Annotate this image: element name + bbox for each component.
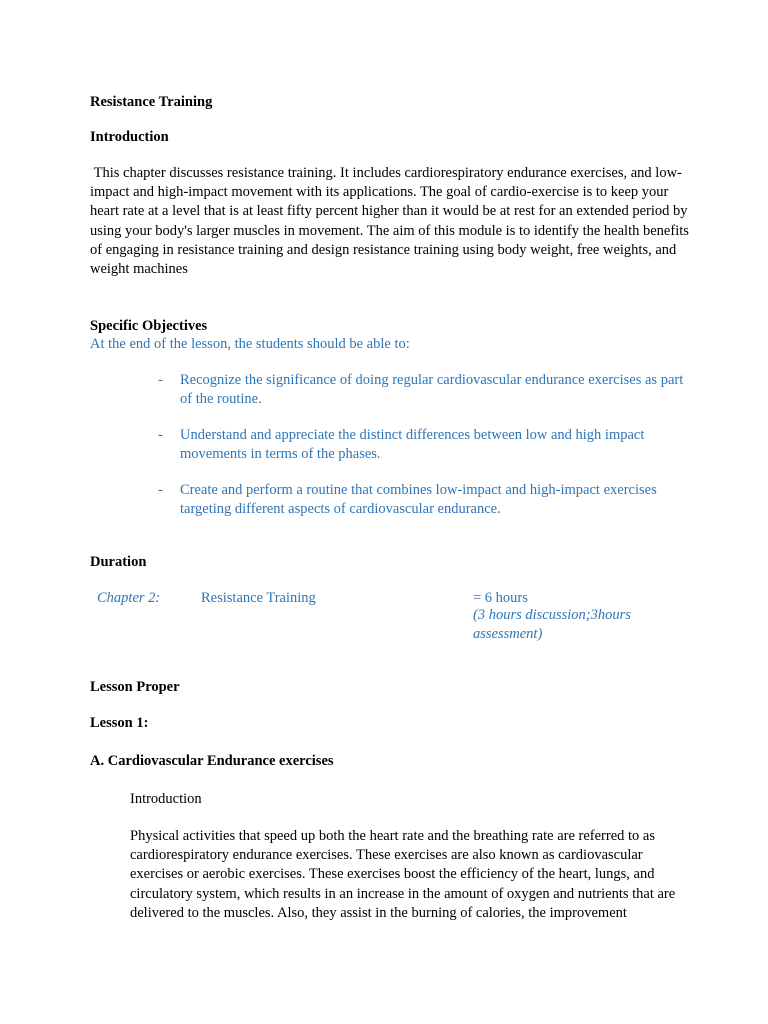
specific-objectives-heading: Specific Objectives: [90, 318, 208, 334]
objective-text: Understand and appreciate the distinct differences between low and high impact movements in terms of the phases.: [180, 427, 645, 463]
duration-chapter-label: Chapter 2:: [97, 590, 161, 606]
section-a-paragraph: Physical activities that speed up both the heart rate and the breathing rate are referred to as cardiorespiratory endurance exercises. These exercises are also known as cardiovascular exercises or aerobic exercises. These exercises boost the efficiency of the heart, lungs, and circulatory system, which results in an increase in the amount of oxygen and nutrients that are delivered to the muscles. Also, they assist in the burning of calories, the improvement: [130, 828, 676, 921]
bullet-dash: -: [158, 482, 163, 498]
introduction-heading: Introduction: [90, 129, 169, 145]
bullet-dash: -: [158, 372, 163, 388]
duration-topic: Resistance Training: [201, 590, 316, 606]
objective-text: Recognize the significance of doing regular cardiovascular endurance exercises as part of the routine.: [180, 372, 684, 408]
duration-note: (3 hours discussion;3hours assessment): [473, 607, 631, 643]
lesson-1-heading: Lesson 1:: [90, 715, 149, 731]
section-a-introduction-label: Introduction: [130, 791, 202, 807]
introduction-paragraph: This chapter discusses resistance training. It includes cardiorespiratory endurance exercises, and low-impact and high-impact movement with its applications. The goal of cardio-exercise is to keep your heart rate at a level that is at least fifty percent higher than it would be at rest for an extended period by using your body's larger muscles in movement. The aim of this module is to identify the health benefits of engaging in resistance training and design resistance training using body weight, free weights, and weight machines: [90, 165, 693, 278]
lesson-proper-heading: Lesson Proper: [90, 679, 180, 695]
objective-text: Create and perform a routine that combines low-impact and high-impact exercises targeting different aspects of cardiovascular endurance.: [180, 482, 657, 518]
objectives-lead-text: At the end of the lesson, the students should be able to:: [90, 336, 410, 352]
document-title: Resistance Training: [90, 94, 213, 110]
section-a-heading: A. Cardiovascular Endurance exercises: [90, 753, 334, 769]
duration-heading: Duration: [90, 554, 147, 570]
duration-hours: = 6 hours: [473, 590, 528, 606]
bullet-dash: -: [158, 427, 163, 443]
